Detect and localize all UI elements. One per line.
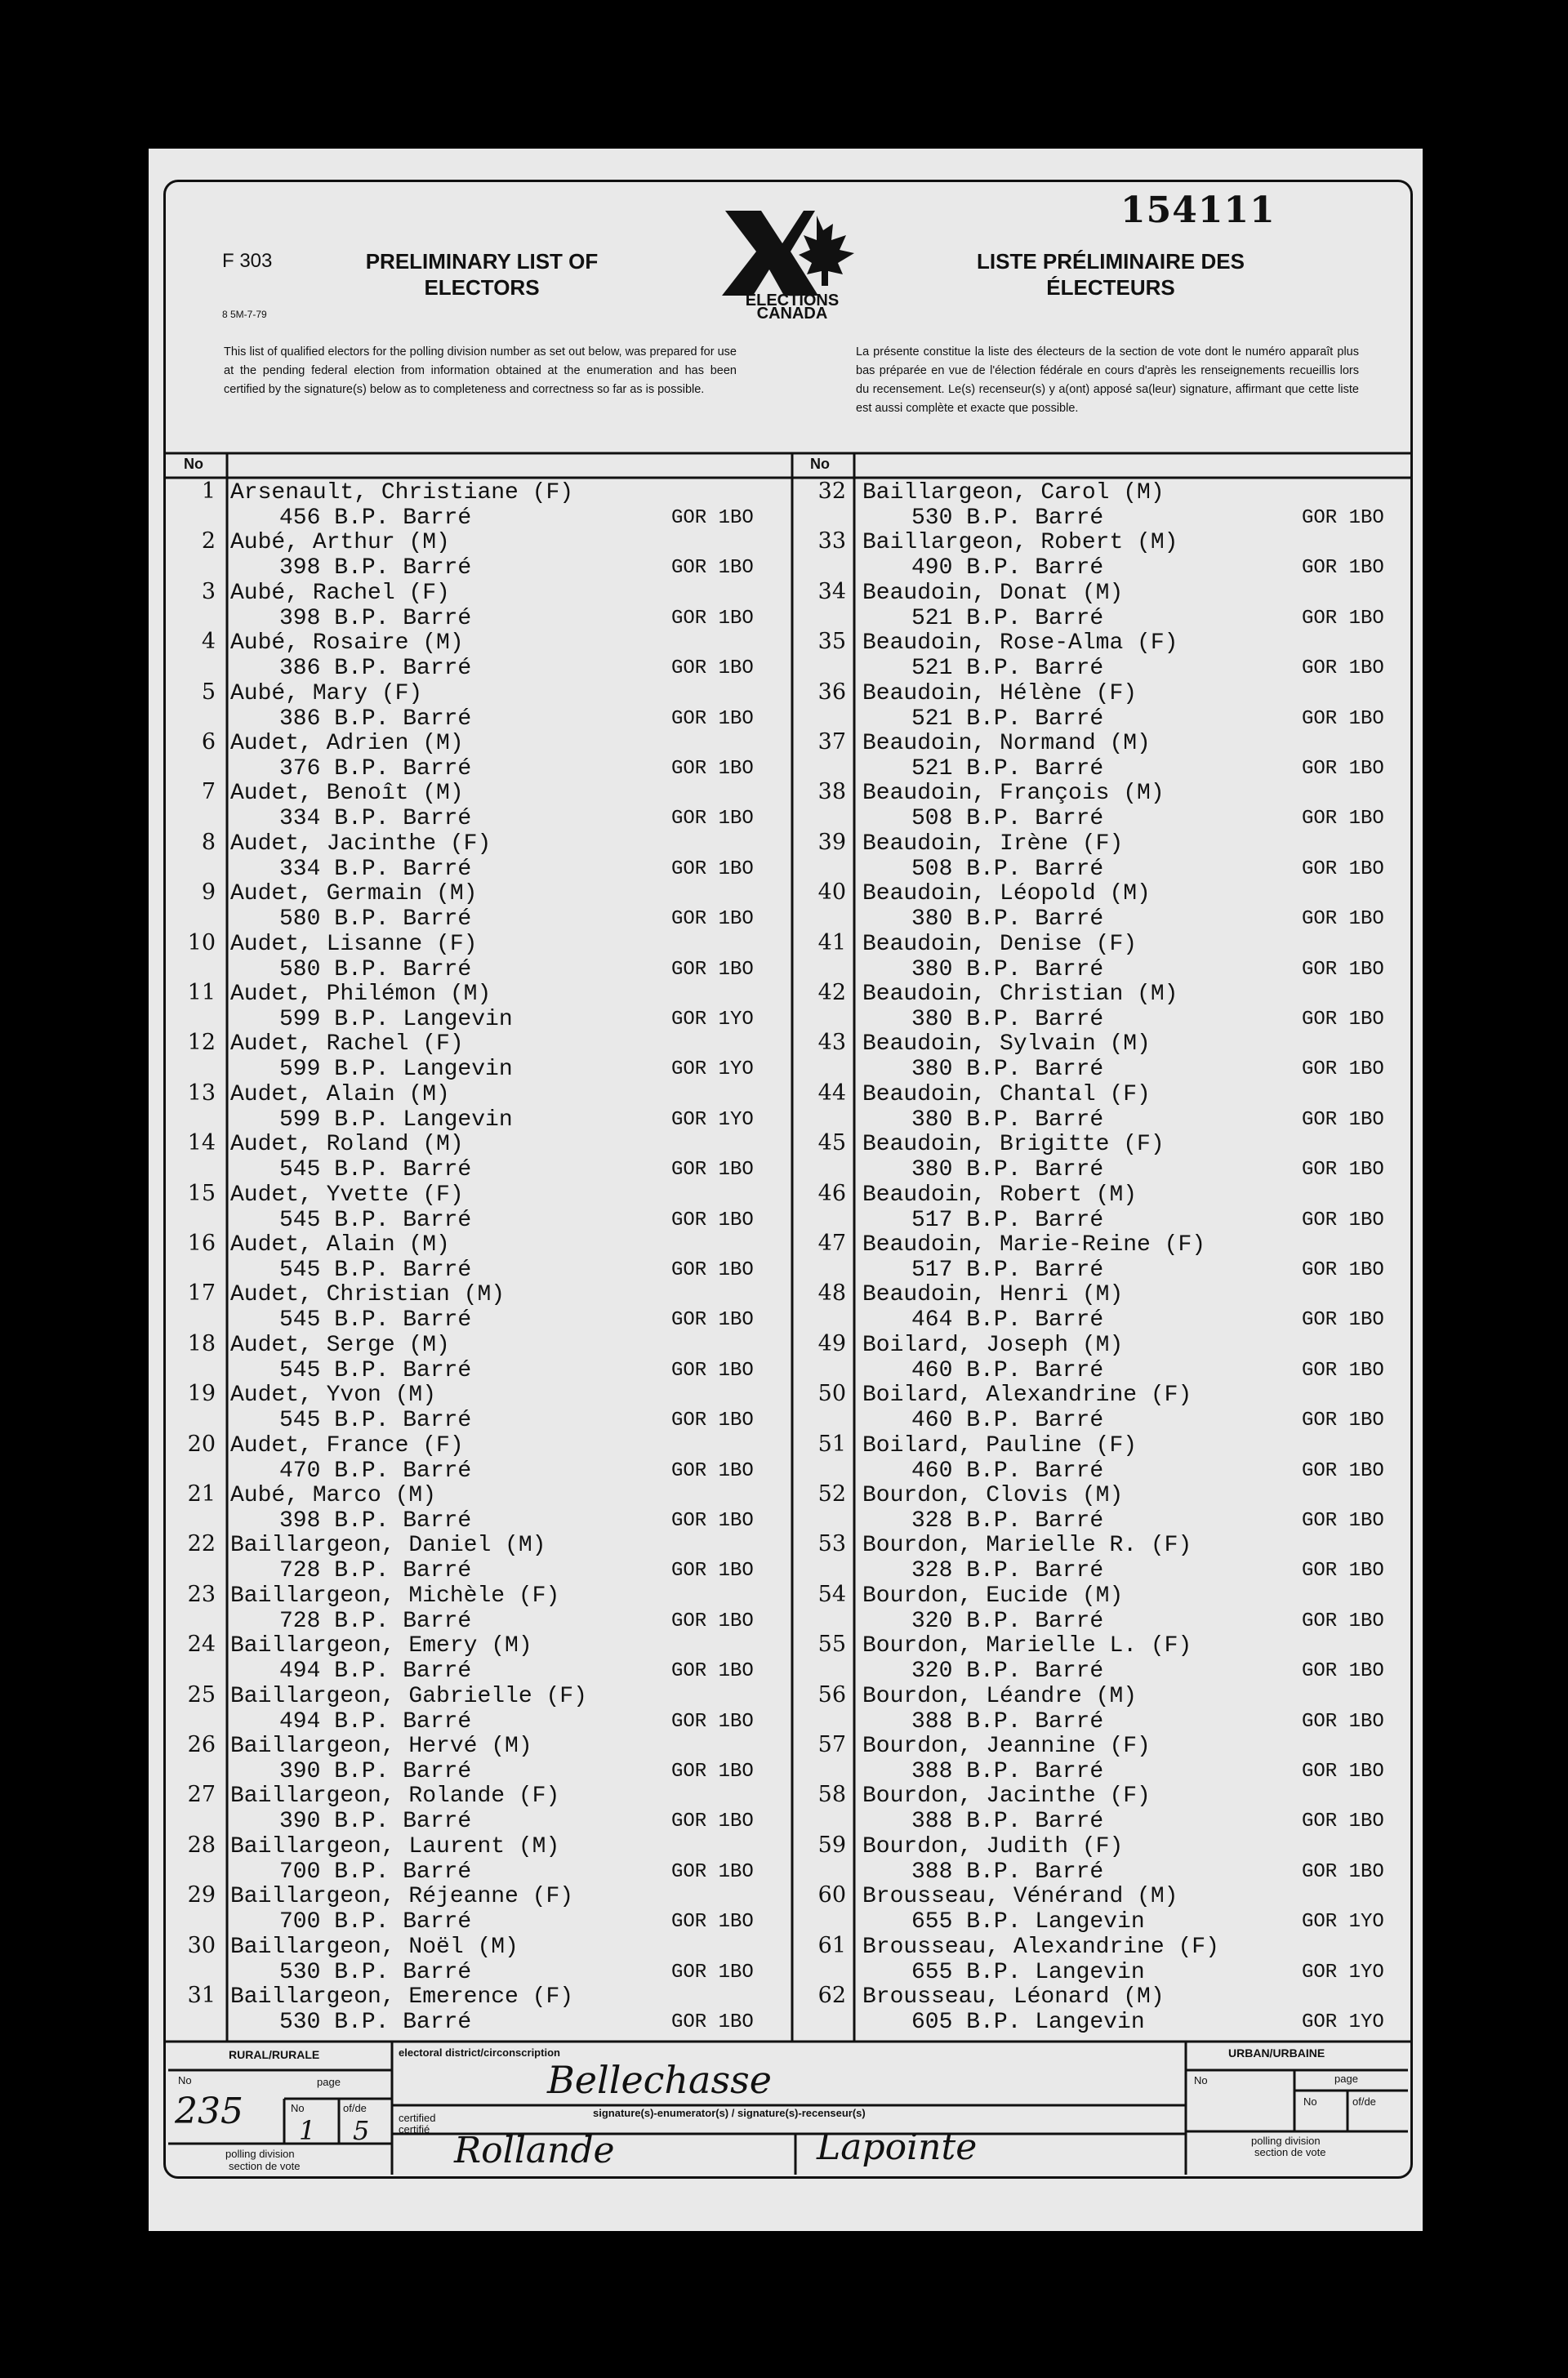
elector-name: Audet, Philémon (M)	[230, 982, 492, 1007]
elector-number: 50	[817, 1381, 846, 1407]
elector-name: Audet, Lisanne (F)	[230, 931, 478, 957]
elector-name: Bourdon, Jacinthe (F)	[862, 1784, 1151, 1810]
elector-number: 51	[817, 1431, 846, 1457]
elector-name: Beaudoin, Chantal (F)	[862, 1081, 1151, 1107]
elector-name: Audet, Yvette (F)	[230, 1182, 464, 1208]
elector-address: 388 B.P. Barré	[911, 1708, 1104, 1735]
elector-address: 580 B.P. Barré	[279, 956, 472, 982]
elector-postal-code: GOR 1BO	[671, 1159, 754, 1182]
elector-postal-code: GOR 1BO	[671, 1459, 754, 1482]
elector-name: Bourdon, Eucide (M)	[862, 1583, 1124, 1609]
form-number: F 303	[222, 250, 273, 272]
elector-postal-code: GOR 1BO	[1302, 657, 1384, 680]
elector-address: 545 B.P. Barré	[279, 1307, 472, 1334]
elector-address: 380 B.P. Barré	[911, 1057, 1104, 1083]
elector-address: 380 B.P. Barré	[911, 906, 1104, 933]
elector-number: 21	[187, 1481, 216, 1507]
elector-postal-code: GOR 1BO	[1302, 707, 1384, 730]
elector-postal-code: GOR 1BO	[671, 1510, 754, 1532]
elector-number: 58	[817, 1782, 846, 1808]
rural-page-label: page	[317, 2076, 341, 2088]
signature-label: signature(s)-enumerator(s) / signature(s)-recenseur(s)	[593, 2107, 866, 2119]
elector-name: Baillargeon, Réjeanne (F)	[230, 1884, 574, 1910]
elector-number: 27	[187, 1782, 216, 1808]
elector-address: 388 B.P. Barré	[911, 1859, 1104, 1885]
elector-address: 386 B.P. Barré	[279, 706, 472, 732]
elector-name: Aubé, Arthur (M)	[230, 530, 450, 556]
elector-address: 599 B.P. Langevin	[279, 1107, 513, 1133]
page-number: 1	[299, 2115, 316, 2146]
elector-name: Audet, Alain (M)	[230, 1232, 450, 1258]
elector-name: Beaudoin, Léopold (M)	[862, 881, 1151, 907]
elector-address: 517 B.P. Barré	[911, 1207, 1104, 1233]
elector-name: Beaudoin, Robert (M)	[862, 1182, 1138, 1208]
elector-postal-code: GOR 1BO	[1302, 908, 1384, 931]
elector-postal-code: GOR 1BO	[1302, 1159, 1384, 1182]
elector-name: Audet, Germain (M)	[230, 881, 478, 907]
elector-postal-code: GOR 1BO	[671, 1660, 754, 1683]
logo-text-elections: ELECTIONS	[745, 292, 840, 309]
right-no-header: No	[810, 456, 830, 472]
elector-name: Beaudoin, Christian (M)	[862, 982, 1178, 1007]
elector-address: 521 B.P. Barré	[911, 605, 1104, 631]
elector-name: Brousseau, Alexandrine (F)	[862, 1934, 1219, 1960]
elector-postal-code: GOR 1BO	[1302, 607, 1384, 630]
elector-number: 23	[187, 1581, 216, 1607]
logo-text-canada: CANADA	[756, 305, 828, 318]
elector-postal-code: GOR 1BO	[671, 1810, 754, 1833]
elector-postal-code: GOR 1YO	[671, 1108, 754, 1131]
urban-of-label: of/de	[1352, 2095, 1376, 2108]
elector-number: 57	[817, 1732, 846, 1757]
elector-address: 386 B.P. Barré	[279, 656, 472, 682]
rural-section-de-vote-label: section de vote	[229, 2160, 301, 2172]
elector-address: 390 B.P. Barré	[279, 1809, 472, 1835]
elector-name: Baillargeon, Emerence (F)	[230, 1984, 574, 2010]
urban-section-de-vote-label: section de vote	[1254, 2146, 1326, 2158]
elector-postal-code: GOR 1YO	[1302, 1911, 1384, 1934]
elector-number: 8	[201, 829, 216, 855]
elector-address: 728 B.P. Barré	[279, 1558, 472, 1584]
elector-address: 508 B.P. Barré	[911, 856, 1104, 882]
elector-postal-code: GOR 1BO	[671, 707, 754, 730]
elector-number: 28	[187, 1832, 216, 1858]
left-no-header: No	[184, 456, 203, 472]
elector-name: Beaudoin, Hélène (F)	[862, 680, 1138, 706]
elector-address: 605 B.P. Langevin	[911, 2010, 1145, 2035]
elector-name: Audet, Roland (M)	[230, 1132, 464, 1158]
elector-address: 545 B.P. Barré	[279, 1357, 472, 1383]
elector-name: Beaudoin, Marie-Reine (F)	[862, 1232, 1206, 1258]
elector-name: Bourdon, Judith (F)	[862, 1833, 1124, 1859]
elector-postal-code: GOR 1BO	[1302, 557, 1384, 580]
elector-number: 7	[201, 779, 216, 805]
elector-name: Baillargeon, Rolande (F)	[230, 1784, 560, 1810]
elector-address: 380 B.P. Barré	[911, 1007, 1104, 1032]
elector-address: 460 B.P. Barré	[911, 1357, 1104, 1383]
elector-name: Baillargeon, Gabrielle (F)	[230, 1683, 587, 1709]
elector-number: 37	[817, 729, 846, 755]
elector-postal-code: GOR 1BO	[1302, 808, 1384, 831]
elector-number: 11	[187, 980, 216, 1005]
elector-address: 517 B.P. Barré	[911, 1258, 1104, 1283]
elector-name: Baillargeon, Carol (M)	[862, 480, 1165, 505]
elector-number: 45	[817, 1130, 846, 1156]
elector-name: Bourdon, Léandre (M)	[862, 1683, 1138, 1709]
elector-number: 62	[817, 1983, 846, 2008]
elector-number: 61	[817, 1932, 846, 1958]
elector-number: 32	[817, 479, 846, 504]
elector-address: 380 B.P. Barré	[911, 1107, 1104, 1133]
elector-address: 380 B.P. Barré	[911, 1157, 1104, 1183]
elector-postal-code: GOR 1BO	[1302, 1409, 1384, 1432]
elector-address: 545 B.P. Barré	[279, 1157, 472, 1183]
elector-number: 59	[817, 1832, 846, 1858]
elector-number: 22	[187, 1531, 216, 1557]
elector-postal-code: GOR 1BO	[1302, 1860, 1384, 1883]
elector-postal-code: GOR 1BO	[671, 1610, 754, 1632]
elector-address: 530 B.P. Barré	[279, 2010, 472, 2035]
elector-number: 48	[817, 1280, 846, 1307]
elector-name: Audet, Serge (M)	[230, 1332, 450, 1358]
elector-number: 29	[187, 1882, 216, 1908]
elector-address: 470 B.P. Barré	[279, 1458, 472, 1484]
elector-name: Aubé, Marco (M)	[230, 1483, 437, 1508]
elector-name: Bourdon, Marielle R. (F)	[862, 1533, 1192, 1559]
district-label: electoral district/circonscription	[399, 2046, 560, 2059]
elector-postal-code: GOR 1BO	[671, 607, 754, 630]
elector-number: 60	[817, 1882, 846, 1908]
elector-postal-code: GOR 1BO	[1302, 1660, 1384, 1683]
certifie-label: certifié	[399, 2123, 430, 2135]
elector-name: Beaudoin, Denise (F)	[862, 931, 1138, 957]
elector-number: 36	[817, 679, 846, 705]
elector-address: 545 B.P. Barré	[279, 1207, 472, 1233]
elector-name: Audet, Yvon (M)	[230, 1383, 437, 1409]
elector-address: 545 B.P. Barré	[279, 1258, 472, 1283]
signature-enumerator-2: Lapointe	[817, 2126, 978, 2168]
elector-number: 13	[187, 1080, 216, 1106]
urban-polling-division-label: polling division	[1251, 2135, 1321, 2147]
elector-postal-code: GOR 1BO	[671, 1911, 754, 1934]
elector-postal-code: GOR 1BO	[671, 958, 754, 981]
elector-number: 6	[201, 729, 216, 755]
elector-number: 53	[817, 1531, 846, 1557]
title-fr-line2: ÉLECTEURS	[1046, 275, 1175, 300]
elector-address: 521 B.P. Barré	[911, 706, 1104, 732]
elector-number: 55	[817, 1632, 846, 1658]
intro-english: This list of qualified electors for the polling division number as set out below, was prepared for use at the pending federal election from information obtained at the enumeration and has been certified by the signature(s) below as to completeness and correctness so far as is possible.	[224, 345, 737, 396]
elector-number: 1	[201, 479, 216, 504]
elector-number: 20	[187, 1431, 216, 1457]
polling-division-number: 235	[175, 2091, 243, 2132]
elector-name: Bourdon, Clovis (M)	[862, 1483, 1124, 1508]
elector-number: 47	[817, 1231, 846, 1256]
elector-number: 26	[187, 1732, 216, 1757]
elector-address: 328 B.P. Barré	[911, 1508, 1104, 1534]
elector-number: 35	[817, 629, 846, 655]
elector-postal-code: GOR 1YO	[671, 1009, 754, 1031]
elector-postal-code: GOR 1BO	[1302, 1459, 1384, 1482]
elector-postal-code: GOR 1BO	[1302, 1309, 1384, 1332]
elector-address: 580 B.P. Barré	[279, 906, 472, 933]
elector-postal-code: GOR 1BO	[1302, 1359, 1384, 1382]
elector-address: 530 B.P. Barré	[911, 505, 1104, 531]
intro-french: La présente constitue la liste des électeurs de la section de vote dont le numéro apparaît plus bas préparée en vue de l'élection fédérale en cours d'après les renseignements recueillis lors du recensement. Le(s) recenseur(s) y a(ont) apposé sa(leur) signature, affirmant que cette liste est aussi complète et exacte que possible.	[856, 345, 1359, 415]
elector-number: 2	[201, 528, 216, 554]
elector-address: 494 B.P. Barré	[279, 1659, 472, 1685]
elector-number: 3	[201, 578, 216, 604]
elector-number: 52	[817, 1481, 846, 1507]
elector-number: 40	[817, 880, 846, 906]
signature-enumerator-1: Rollande	[454, 2130, 615, 2171]
urban-page-no-label: No	[1303, 2095, 1317, 2108]
elector-postal-code: GOR 1BO	[671, 758, 754, 780]
elector-postal-code: GOR 1BO	[1302, 958, 1384, 981]
elector-postal-code: GOR 1BO	[1302, 1810, 1384, 1833]
elector-address: 521 B.P. Barré	[911, 656, 1104, 682]
elector-address: 460 B.P. Barré	[911, 1458, 1104, 1484]
elector-postal-code: GOR 1BO	[1302, 1259, 1384, 1281]
elector-number: 19	[187, 1381, 216, 1407]
elector-number: 54	[817, 1581, 846, 1607]
elector-address: 334 B.P. Barré	[279, 856, 472, 882]
elector-address: 390 B.P. Barré	[279, 1759, 472, 1784]
elector-address: 398 B.P. Barré	[279, 555, 472, 581]
elector-name: Beaudoin, Irène (F)	[862, 831, 1124, 857]
elector-address: 456 B.P. Barré	[279, 505, 472, 531]
elector-postal-code: GOR 1BO	[1302, 1108, 1384, 1131]
elector-name: Aubé, Rachel (F)	[230, 580, 450, 606]
elector-address: 521 B.P. Barré	[911, 756, 1104, 782]
elector-postal-code: GOR 1BO	[671, 1761, 754, 1783]
elector-address: 545 B.P. Barré	[279, 1408, 472, 1434]
elector-postal-code: GOR 1BO	[671, 507, 754, 529]
elector-number: 44	[817, 1080, 846, 1106]
elector-address: 700 B.P. Barré	[279, 1909, 472, 1935]
elector-address: 494 B.P. Barré	[279, 1708, 472, 1735]
elector-postal-code: GOR 1BO	[1302, 1560, 1384, 1583]
elector-name: Brousseau, Léonard (M)	[862, 1984, 1165, 2010]
elector-postal-code: GOR 1BO	[671, 1710, 754, 1733]
elector-address: 320 B.P. Barré	[911, 1608, 1104, 1634]
elector-address: 599 B.P. Langevin	[279, 1007, 513, 1032]
elector-address: 380 B.P. Barré	[911, 956, 1104, 982]
print-code: 8 5M-7-79	[222, 309, 267, 320]
elector-postal-code: GOR 1YO	[671, 1058, 754, 1081]
elector-postal-code: GOR 1BO	[671, 1259, 754, 1281]
elector-address: 700 B.P. Barré	[279, 1859, 472, 1885]
elector-number: 12	[187, 1030, 216, 1056]
elector-name: Baillargeon, Michèle (F)	[230, 1583, 560, 1609]
elector-name: Baillargeon, Daniel (M)	[230, 1533, 546, 1559]
elector-name: Baillargeon, Noël (M)	[230, 1934, 519, 1960]
elector-address: 388 B.P. Barré	[911, 1759, 1104, 1784]
elector-name: Boilard, Joseph (M)	[862, 1332, 1124, 1358]
elector-name: Bourdon, Marielle L. (F)	[862, 1633, 1192, 1659]
elector-postal-code: GOR 1BO	[671, 2011, 754, 2033]
elector-postal-code: GOR 1BO	[671, 1860, 754, 1883]
elector-name: Beaudoin, Donat (M)	[862, 580, 1124, 606]
elector-address: 464 B.P. Barré	[911, 1307, 1104, 1334]
elector-name: Brousseau, Vénérand (M)	[862, 1884, 1178, 1910]
elector-postal-code: GOR 1BO	[671, 1961, 754, 1984]
district-handwritten: Bellechasse	[547, 2058, 772, 2102]
urban-label: URBAN/URBAINE	[1228, 2046, 1325, 2060]
elector-name: Aubé, Mary (F)	[230, 680, 423, 706]
urban-page-label: page	[1334, 2073, 1358, 2085]
elector-postal-code: GOR 1BO	[671, 657, 754, 680]
elector-address: 655 B.P. Langevin	[911, 1909, 1145, 1935]
elector-number: 10	[187, 929, 216, 955]
rural-label: RURAL/RURALE	[229, 2048, 320, 2061]
elector-postal-code: GOR 1BO	[671, 1409, 754, 1432]
elector-number: 15	[187, 1180, 216, 1206]
elector-address: 398 B.P. Barré	[279, 1508, 472, 1534]
elector-name: Baillargeon, Emery (M)	[230, 1633, 532, 1659]
elector-address: 334 B.P. Barré	[279, 806, 472, 832]
elector-postal-code: GOR 1BO	[671, 808, 754, 831]
elector-number: 9	[201, 880, 216, 906]
elector-address: 398 B.P. Barré	[279, 605, 472, 631]
elector-name: Boilard, Pauline (F)	[862, 1432, 1138, 1458]
urban-no-label: No	[1194, 2074, 1208, 2086]
elector-postal-code: GOR 1BO	[1302, 1009, 1384, 1031]
elector-name: Audet, Benoît (M)	[230, 781, 464, 807]
elector-number: 16	[187, 1231, 216, 1256]
elector-number: 30	[187, 1932, 216, 1958]
elector-postal-code: GOR 1BO	[1302, 1610, 1384, 1632]
elector-postal-code: GOR 1BO	[1302, 1058, 1384, 1081]
elector-number: 34	[817, 578, 846, 604]
elector-address: 388 B.P. Barré	[911, 1809, 1104, 1835]
title-en-line2: ELECTORS	[424, 275, 540, 300]
elector-name: Audet, France (F)	[230, 1432, 464, 1458]
elector-address: 460 B.P. Barré	[911, 1408, 1104, 1434]
elector-number: 18	[187, 1330, 216, 1356]
elector-number: 39	[817, 829, 846, 855]
elector-postal-code: GOR 1BO	[671, 1560, 754, 1583]
elector-name: Baillargeon, Robert (M)	[862, 530, 1178, 556]
elector-postal-code: GOR 1BO	[671, 1359, 754, 1382]
elector-name: Beaudoin, Brigitte (F)	[862, 1132, 1165, 1158]
rural-no-label: No	[178, 2074, 192, 2086]
elector-postal-code: GOR 1BO	[671, 557, 754, 580]
elector-number: 24	[187, 1632, 216, 1658]
elector-address: 490 B.P. Barré	[911, 555, 1104, 581]
elector-postal-code: GOR 1BO	[671, 908, 754, 931]
elector-postal-code: GOR 1BO	[671, 857, 754, 880]
title-fr-line1: LISTE PRÉLIMINAIRE DES	[977, 249, 1245, 274]
elector-number: 56	[817, 1681, 846, 1708]
serial-number: 154111	[1120, 189, 1276, 231]
elector-number: 31	[187, 1983, 216, 2008]
elector-address: 728 B.P. Barré	[279, 1608, 472, 1634]
elector-postal-code: GOR 1BO	[1302, 1761, 1384, 1783]
elector-postal-code: GOR 1BO	[1302, 1710, 1384, 1733]
elector-name: Audet, Rachel (F)	[230, 1031, 464, 1058]
elector-postal-code: GOR 1YO	[1302, 2011, 1384, 2033]
elector-number: 49	[817, 1330, 846, 1356]
elector-address: 655 B.P. Langevin	[911, 1959, 1145, 1985]
elector-name: Arsenault, Christiane (F)	[230, 480, 574, 505]
title-en-line1: PRELIMINARY LIST OF	[365, 249, 599, 274]
elector-name: Beaudoin, Normand (M)	[862, 731, 1151, 756]
elector-postal-code: GOR 1YO	[1302, 1961, 1384, 1984]
elector-number: 38	[817, 779, 846, 805]
elector-address: 599 B.P. Langevin	[279, 1057, 513, 1083]
elector-name: Audet, Jacinthe (F)	[230, 831, 492, 857]
elector-number: 14	[187, 1130, 216, 1156]
elector-postal-code: GOR 1BO	[1302, 857, 1384, 880]
rural-polling-division-label: polling division	[225, 2148, 295, 2160]
elector-postal-code: GOR 1BO	[1302, 507, 1384, 529]
elector-number: 42	[817, 980, 846, 1005]
elector-name: Beaudoin, Henri (M)	[862, 1282, 1124, 1308]
rural-page-no-label: No	[291, 2102, 305, 2114]
elector-name: Baillargeon, Hervé (M)	[230, 1734, 532, 1759]
rural-of-label: of/de	[343, 2102, 367, 2114]
elector-number: 4	[201, 629, 216, 655]
elector-number: 5	[201, 679, 216, 705]
elector-number: 17	[187, 1280, 216, 1307]
elector-name: Audet, Alain (M)	[230, 1081, 450, 1107]
elector-postal-code: GOR 1BO	[1302, 1209, 1384, 1231]
elector-name: Audet, Adrien (M)	[230, 731, 464, 756]
elector-postal-code: GOR 1BO	[671, 1209, 754, 1231]
page-total: 5	[353, 2115, 370, 2146]
elector-postal-code: GOR 1BO	[671, 1309, 754, 1332]
elector-name: Beaudoin, Rose-Alma (F)	[862, 630, 1178, 657]
elector-address: 328 B.P. Barré	[911, 1558, 1104, 1584]
elector-name: Bourdon, Jeannine (F)	[862, 1734, 1151, 1759]
elector-address: 320 B.P. Barré	[911, 1659, 1104, 1685]
elector-number: 46	[817, 1180, 846, 1206]
elector-address: 530 B.P. Barré	[279, 1959, 472, 1985]
elector-name: Audet, Christian (M)	[230, 1282, 506, 1308]
elector-number: 43	[817, 1030, 846, 1056]
elector-name: Beaudoin, Sylvain (M)	[862, 1031, 1151, 1058]
elector-number: 41	[817, 929, 846, 955]
elector-postal-code: GOR 1BO	[1302, 1510, 1384, 1532]
elector-name: Boilard, Alexandrine (F)	[862, 1383, 1192, 1409]
elector-postal-code: GOR 1BO	[1302, 758, 1384, 780]
elector-number: 33	[817, 528, 846, 554]
elector-name: Aubé, Rosaire (M)	[230, 630, 464, 657]
elector-name: Beaudoin, François (M)	[862, 781, 1165, 807]
elector-address: 376 B.P. Barré	[279, 756, 472, 782]
elector-number: 25	[187, 1681, 216, 1708]
elector-name: Baillargeon, Laurent (M)	[230, 1833, 560, 1859]
elector-address: 508 B.P. Barré	[911, 806, 1104, 832]
certified-label: certified	[399, 2112, 436, 2124]
